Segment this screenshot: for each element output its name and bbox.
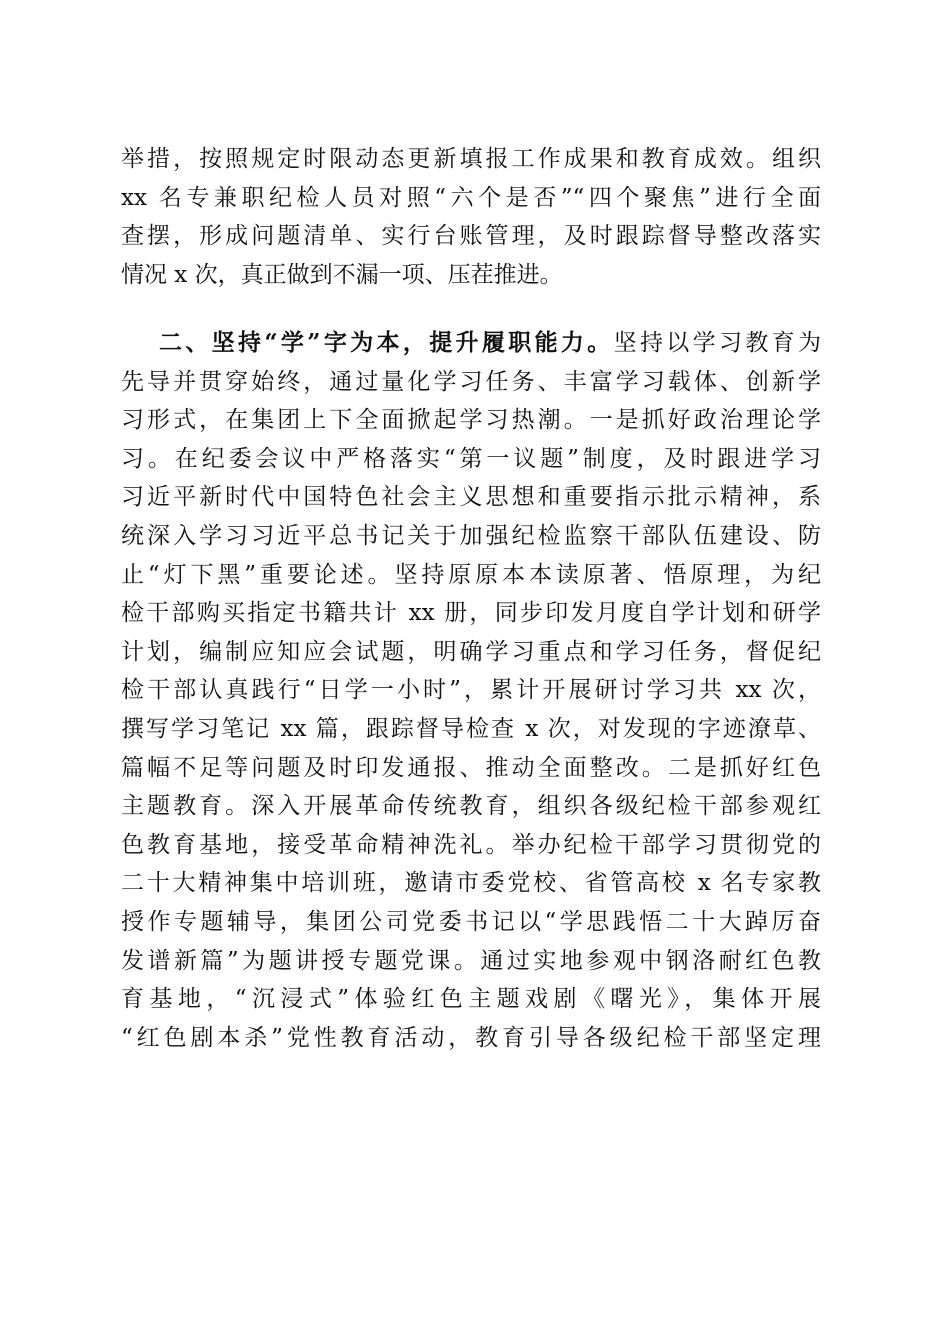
text-line: 查摆，形成问题清单、实行台账管理，及时跟踪督导整改落实: [121, 223, 821, 250]
text-line: xx 名专兼职纪检人员对照“六个是否”“四个聚焦”进行全面: [121, 184, 821, 211]
text-line: 主题教育。深入开展革命传统教育，组织各级纪检干部参观红: [121, 793, 821, 820]
paragraph-1: [121, 140, 821, 294]
text-fragment: 坚持以学习教育为: [613, 330, 821, 356]
text-line: 举措，按照规定时限动态更新填报工作成果和教育成效。组织: [121, 146, 821, 172]
text-line: 习形式，在集团上下全面掀起学习热潮。一是抓好政治理论学: [121, 407, 821, 434]
text-line: 先导并贯穿始终，通过量化学习任务、丰富学习载体、创新学: [121, 368, 821, 395]
text-line: 计划，编制应知应会试题，明确学习重点和学习任务，督促纪: [121, 638, 821, 665]
text-line: 二十大精神集中培训班，邀请市委党校、省管高校 x 名专家教: [121, 870, 821, 897]
text-line: 育基地，“沉浸式”体验红色主题戏剧《曙光》，集体开展: [121, 986, 821, 1013]
text-line: 撰写学习笔记 xx 篇，跟踪督导检查 x 次，对发现的字迹潦草、: [121, 715, 821, 742]
text-line: 授作专题辅导，集团公司党委书记以“学思践悟二十大踔厉奋: [121, 908, 821, 935]
text-line: 发谱新篇”为题讲授专题党课。通过实地参观中钢洛耐红色教: [121, 947, 821, 974]
text-line: “红色剧本杀”党性教育活动，教育引导各级纪检干部坚定理: [121, 1024, 821, 1051]
section-heading: 二、坚持“学”字为本，提升履职能力。: [159, 329, 614, 356]
text-line: 统深入学习习近平总书记关于加强纪检监察干部队伍建设、防: [121, 522, 821, 549]
paragraph-2: [121, 324, 821, 1057]
text-line: 习近平新时代中国特色社会主义思想和重要指示批示精神，系: [121, 484, 821, 511]
paragraph-2-first-line: [121, 324, 821, 363]
text-line: 色教育基地，接受革命精神洗礼。举办纪检干部学习贯彻党的: [121, 831, 821, 858]
text-line: 检干部购买指定书籍共计 xx 册，同步印发月度自学计划和研学: [121, 600, 821, 627]
text-line: 篇幅不足等问题及时印发通报、推动全面整改。二是抓好红色: [121, 754, 821, 781]
text-line: 检干部认真践行“日学一小时”，累计开展研讨学习共 xx 次，: [121, 677, 821, 704]
text-line: 情况 x 次，真正做到不漏一项、压茬推进。: [121, 261, 563, 288]
text-line: 止“灯下黑”重要论述。坚持原原本本读原著、悟原理，为纪: [121, 561, 821, 588]
text-line: 习。在纪委会议中严格落实“第一议题”制度，及时跟进学习: [121, 445, 821, 472]
